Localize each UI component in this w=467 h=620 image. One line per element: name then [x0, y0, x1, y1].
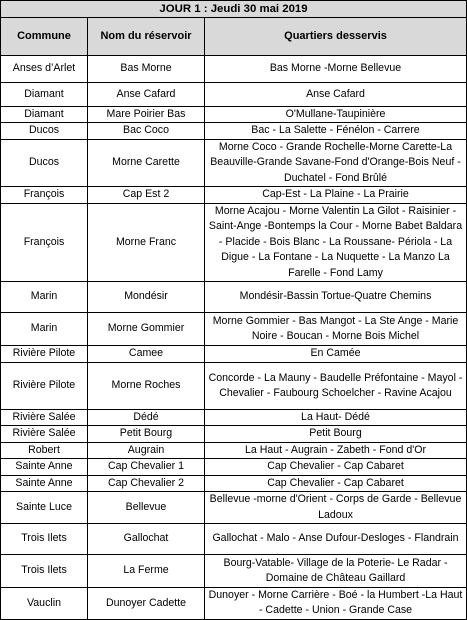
commune-cell: Trois Ilets: [1, 554, 88, 587]
commune-cell: Marin: [1, 313, 88, 346]
reservoir-cell: Cap Chevalier 1: [88, 459, 205, 475]
table-row: [1, 410, 467, 426]
header-commune: Commune: [1, 18, 88, 56]
table-body: [1, 56, 467, 620]
reservoir-cell: La Ferme: [88, 554, 205, 587]
table-row: [1, 123, 467, 139]
quartiers-cell: Petit Bourg: [205, 426, 467, 442]
table-row: [1, 107, 467, 123]
reservoir-cell: Gallochat: [88, 523, 205, 554]
quartiers-cell: La Haut - Augrain - Zabeth - Fond d'Or: [205, 442, 467, 458]
quartiers-cell: Cap-Est - La Plaine - La Prairie: [205, 187, 467, 204]
table-row: [1, 492, 467, 524]
reservoir-cell: Cap Est 2: [88, 187, 205, 204]
commune-cell: Diamant: [1, 83, 88, 107]
quartiers-cell: Cap Chevalier - Cap Cabaret: [205, 475, 467, 491]
commune-cell: Robert: [1, 442, 88, 458]
table-row: [1, 187, 467, 204]
reservoir-cell: Petit Bourg: [88, 426, 205, 442]
commune-cell: François: [1, 187, 88, 204]
title-row: [1, 1, 467, 18]
quartiers-cell: Bac - La Salette - Fénélon - Carrere: [205, 123, 467, 139]
commune-cell: Rivière Pilote: [1, 346, 88, 363]
quartiers-cell: Mondésir-Bassin Tortue-Quatre Chemins: [205, 282, 467, 313]
table-row: [1, 363, 467, 410]
table-row: [1, 442, 467, 458]
quartiers-cell: Anse Cafard: [205, 83, 467, 107]
table-row: [1, 313, 467, 346]
commune-cell: Anses d’Arlet: [1, 56, 88, 83]
reservoir-cell: Mondésir: [88, 282, 205, 313]
header-reservoir: Nom du réservoir: [88, 18, 205, 56]
quartiers-cell: Bellevue -morne d'Orient - Corps de Garde - Bellevue Ladoux: [205, 492, 467, 524]
header-row: [1, 18, 467, 56]
quartiers-cell: En Camée: [205, 346, 467, 363]
commune-cell: Vauclin: [1, 587, 88, 619]
table-row: [1, 587, 467, 619]
table-row: [1, 346, 467, 363]
reservoir-cell: Dunoyer Cadette: [88, 587, 205, 619]
commune-cell: Rivière Salée: [1, 426, 88, 442]
table-row: [1, 83, 467, 107]
table-row: [1, 459, 467, 475]
commune-cell: Sainte Anne: [1, 475, 88, 491]
quartiers-cell: Morne Coco - Grande Rochelle-Morne Carette-La Beauville-Grande Savane-Fond d'Orange-Bois Neuf -Duchatel - Fond Brûlé: [205, 139, 467, 186]
reservoir-cell: Morne Roches: [88, 363, 205, 410]
reservoir-cell: Dédé: [88, 410, 205, 426]
commune-cell: Sainte Luce: [1, 492, 88, 524]
table-row: [1, 554, 467, 587]
day-title: JOUR 1 : Jeudi 30 mai 2019: [1, 1, 467, 18]
quartiers-cell: Bourg-Vatable- Village de la Poterie- Le Radar - Domaine de Château Gaillard: [205, 554, 467, 587]
reservoir-cell: Cap Chevalier 2: [88, 475, 205, 491]
table-row: [1, 56, 467, 83]
commune-cell: Ducos: [1, 123, 88, 139]
table-row: [1, 139, 467, 186]
reservoir-cell: Bellevue: [88, 492, 205, 524]
table-row: [1, 282, 467, 313]
reservoir-cell: Mare Poirier Bas: [88, 107, 205, 123]
table-row: [1, 523, 467, 554]
quartiers-cell: Concorde - La Mauny - Baudelle Préfontaine - Mayol - Chevalier - Faubourg Schoelcher - Ravine Acajou: [205, 363, 467, 410]
header-quartiers: Quartiers desservis: [205, 18, 467, 56]
reservoir-cell: Morne Franc: [88, 204, 205, 282]
commune-cell: Ducos: [1, 139, 88, 186]
quartiers-cell: Bas Morne -Morne Bellevue: [205, 56, 467, 83]
reservoir-cell: Morne Carette: [88, 139, 205, 186]
reservoir-cell: Augrain: [88, 442, 205, 458]
reservoir-cell: Anse Cafard: [88, 83, 205, 107]
reservoir-cell: Camee: [88, 346, 205, 363]
quartiers-cell: Cap Chevalier - Cap Cabaret: [205, 459, 467, 475]
reservoir-cell: Bac Coco: [88, 123, 205, 139]
reservoir-cell: Morne Gommier: [88, 313, 205, 346]
commune-cell: Rivière Pilote: [1, 363, 88, 410]
commune-cell: Sainte Anne: [1, 459, 88, 475]
quartiers-cell: Dunoyer - Morne Carrière - Boé - la Humbert -La Haut - Cadette - Union - Grande Case: [205, 587, 467, 619]
quartiers-cell: O'Mullane-Taupinière: [205, 107, 467, 123]
table-row: [1, 475, 467, 491]
quartiers-cell: Morne Gommier - Bas Mangot - La Ste Ange - Marie Noire - Boucan - Morne Bois Michel: [205, 313, 467, 346]
commune-cell: Marin: [1, 282, 88, 313]
quartiers-cell: Gallochat - Malo - Anse Dufour-Desloges - Flandrain: [205, 523, 467, 554]
quartiers-cell: Morne Acajou - Morne Valentin La Gilot - Raisinier - Saint-Ange -Bontemps la Cour - Morne Babet Baldara - Placide - Bois Blanc - La Roussane- Périola - La Digue - La Fontane - La Nuquette - La Manzo La Farelle - Fond Lamy: [205, 204, 467, 282]
reservoir-cell: Bas Morne: [88, 56, 205, 83]
commune-cell: François: [1, 204, 88, 282]
commune-cell: Trois Ilets: [1, 523, 88, 554]
table-row: [1, 426, 467, 442]
quartiers-cell: La Haut- Dédé: [205, 410, 467, 426]
commune-cell: Diamant: [1, 107, 88, 123]
table-row: [1, 204, 467, 282]
commune-cell: Rivière Salée: [1, 410, 88, 426]
